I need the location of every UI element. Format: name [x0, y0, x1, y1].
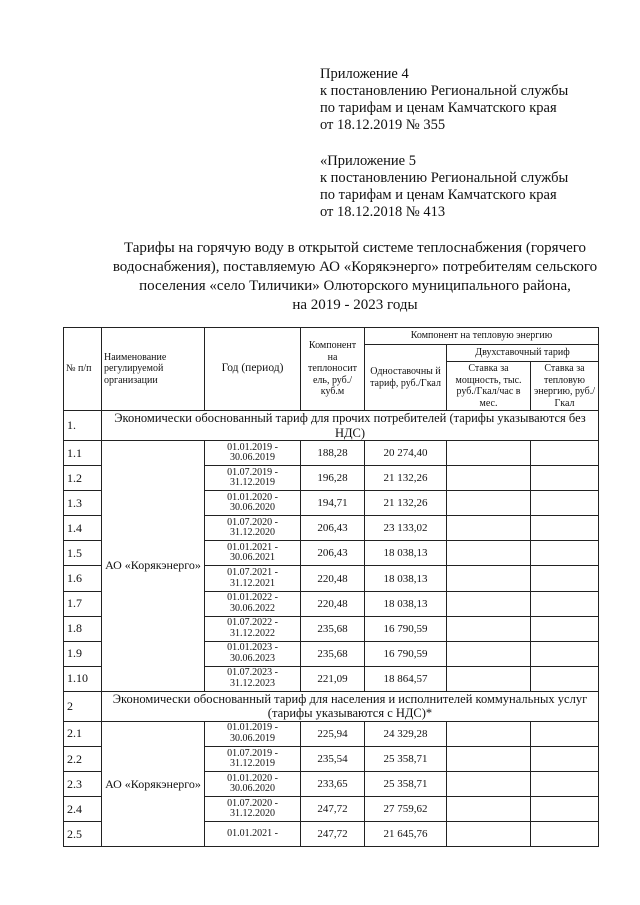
- header-single: Одноставочны й тариф, руб./Гкал: [365, 345, 447, 411]
- single-rate-tariff: 21 645,76: [365, 822, 447, 847]
- period-end: 30.06.2020: [230, 502, 275, 514]
- period-start: 01.07.2023 -: [227, 667, 278, 679]
- row-num: 2.3: [64, 772, 102, 797]
- period-cell: [205, 641, 301, 666]
- period-start: 01.01.2019 -: [227, 722, 278, 734]
- period-start: 01.01.2021 -: [227, 541, 278, 553]
- row-num: 1.3: [64, 491, 102, 516]
- period-cell: [205, 491, 301, 516]
- energy-rate: [531, 641, 599, 666]
- title-line: на 2019 - 2023 годы: [292, 297, 418, 313]
- period-cell: [205, 541, 301, 566]
- row-num: 1.9: [64, 641, 102, 666]
- period-start: 01.07.2019 -: [227, 747, 278, 759]
- period-end: 31.12.2021: [230, 577, 275, 589]
- period-end: 30.06.2022: [230, 602, 275, 614]
- single-rate-tariff: 16 790,59: [365, 616, 447, 641]
- appendix-5-line: «Приложение 5: [320, 153, 416, 169]
- period-cell: [205, 466, 301, 491]
- header-water: Компонент на теплоносит ель, руб./куб.м: [301, 328, 365, 411]
- row-num: 1.4: [64, 516, 102, 541]
- period-cell: [205, 516, 301, 541]
- appendix-4-line: по тарифам и ценам Камчатского края: [320, 100, 557, 116]
- header-row: [64, 328, 599, 345]
- water-component: 247,72: [301, 822, 365, 847]
- water-component: 233,65: [301, 772, 365, 797]
- water-component: 206,43: [301, 541, 365, 566]
- period-cell: [205, 721, 301, 746]
- single-rate-tariff: 18 038,13: [365, 566, 447, 591]
- single-rate-tariff: 24 329,28: [365, 721, 447, 746]
- appendix-5-block: [320, 153, 568, 221]
- period-start: 01.01.2020 -: [227, 491, 278, 503]
- period-cell: [205, 441, 301, 466]
- section-num: 1.: [64, 411, 102, 441]
- row-num: 1.7: [64, 591, 102, 616]
- period-start: 01.07.2022 -: [227, 617, 278, 629]
- water-component: 235,54: [301, 747, 365, 772]
- period-end: 31.12.2020: [230, 808, 275, 820]
- single-rate-tariff: 18 864,57: [365, 666, 447, 691]
- appendix-4-block: [320, 66, 568, 134]
- row-num: 1.6: [64, 566, 102, 591]
- energy-rate: [531, 721, 599, 746]
- period-end: 31.12.2022: [230, 627, 275, 639]
- period-start: 01.01.2022 -: [227, 592, 278, 604]
- water-component: 196,28: [301, 466, 365, 491]
- header-double: Двухставочный тариф: [447, 345, 599, 362]
- period-end: 30.06.2019: [230, 452, 275, 464]
- appendix-4-line: к постановлению Региональной службы: [320, 83, 569, 99]
- section-title: Экономически обоснованный тариф для прочих потребителей (тарифы указываются без НДС): [102, 411, 599, 441]
- period-cell: [205, 822, 301, 847]
- appendix-4-line: Приложение 4: [320, 66, 409, 82]
- table-row: [64, 721, 599, 746]
- water-component: 206,43: [301, 516, 365, 541]
- single-rate-tariff: 20 274,40: [365, 441, 447, 466]
- capacity-rate: [447, 591, 531, 616]
- tariff-table: [63, 327, 599, 847]
- energy-rate: [531, 772, 599, 797]
- period-end: 30.06.2021: [230, 552, 275, 564]
- capacity-rate: [447, 566, 531, 591]
- water-component: 235,68: [301, 641, 365, 666]
- capacity-rate: [447, 797, 531, 822]
- period-end: 31.12.2019: [230, 758, 275, 770]
- energy-rate: [531, 541, 599, 566]
- single-rate-tariff: 16 790,59: [365, 641, 447, 666]
- row-num: 2.1: [64, 721, 102, 746]
- water-component: 188,28: [301, 441, 365, 466]
- energy-rate: [531, 747, 599, 772]
- period-start: 01.07.2021 -: [227, 567, 278, 579]
- single-rate-tariff: 25 358,71: [365, 747, 447, 772]
- energy-rate: [531, 797, 599, 822]
- title-line: поселения «село Тиличики» Олюторского муниципального района,: [139, 278, 571, 294]
- period-end: 31.12.2023: [230, 677, 275, 689]
- water-component: 194,71: [301, 491, 365, 516]
- period-start: 01.01.2023 -: [227, 642, 278, 654]
- capacity-rate: [447, 721, 531, 746]
- capacity-rate: [447, 666, 531, 691]
- single-rate-tariff: 27 759,62: [365, 797, 447, 822]
- row-num: 2.2: [64, 747, 102, 772]
- period-start: 01.07.2020 -: [227, 797, 278, 809]
- period-cell: [205, 616, 301, 641]
- single-rate-tariff: 18 038,13: [365, 541, 447, 566]
- energy-rate: [531, 822, 599, 847]
- appendix-4-line: от 18.12.2019 № 355: [320, 117, 446, 133]
- row-num: 2.4: [64, 797, 102, 822]
- header-energy: Компонент на тепловую энергию: [365, 328, 599, 345]
- water-component: 220,48: [301, 591, 365, 616]
- document-title: [70, 239, 640, 315]
- water-component: 235,68: [301, 616, 365, 641]
- capacity-rate: [447, 466, 531, 491]
- capacity-rate: [447, 822, 531, 847]
- capacity-rate: [447, 772, 531, 797]
- appendix-5-line: к постановлению Региональной службы: [320, 170, 569, 186]
- single-rate-tariff: 25 358,71: [365, 772, 447, 797]
- section-1-rows: [64, 441, 599, 692]
- section-num: 2: [64, 691, 102, 721]
- period-start: 01.07.2020 -: [227, 516, 278, 528]
- row-num: 1.5: [64, 541, 102, 566]
- energy-rate: [531, 516, 599, 541]
- section-row: [64, 691, 599, 721]
- energy-rate: [531, 616, 599, 641]
- capacity-rate: [447, 541, 531, 566]
- table-row: [64, 441, 599, 466]
- water-component: 220,48: [301, 566, 365, 591]
- row-num: 1.8: [64, 616, 102, 641]
- period-end: 31.12.2020: [230, 527, 275, 539]
- section-2-rows: [64, 721, 599, 846]
- single-rate-tariff: 18 038,13: [365, 591, 447, 616]
- row-num: 1.10: [64, 666, 102, 691]
- period-cell: [205, 566, 301, 591]
- energy-rate: [531, 666, 599, 691]
- water-component: 221,09: [301, 666, 365, 691]
- section-title: Экономически обоснованный тариф для населения и исполнителей коммунальных услуг (тарифы указываются с НДС)*: [102, 691, 599, 721]
- single-rate-tariff: 21 132,26: [365, 491, 447, 516]
- capacity-rate: [447, 747, 531, 772]
- energy-rate: [531, 441, 599, 466]
- capacity-rate: [447, 641, 531, 666]
- water-component: 247,72: [301, 797, 365, 822]
- org-name: АО «Корякэнерго»: [102, 441, 205, 692]
- period-cell: [205, 666, 301, 691]
- period-cell: [205, 797, 301, 822]
- period-end: 30.06.2020: [230, 783, 275, 795]
- period-end: 31.12.2019: [230, 477, 275, 489]
- row-num: 1.1: [64, 441, 102, 466]
- period-start: 01.01.2020 -: [227, 772, 278, 784]
- title-line: водоснабжения), поставляемую АО «Корякэнерго» потребителям сельского: [112, 259, 598, 275]
- row-num: 2.5: [64, 822, 102, 847]
- header-energy-rate: Ставка за тепловую энергию, руб./Гкал: [531, 362, 599, 411]
- energy-rate: [531, 491, 599, 516]
- capacity-rate: [447, 516, 531, 541]
- appendix-5-line: от 18.12.2018 № 413: [320, 204, 446, 220]
- header-capacity: Ставка за мощность, тыс. руб./Гкал/час в мес.: [447, 362, 531, 411]
- header-org: Наименование регулируемой организации: [102, 328, 205, 411]
- period-start: 01.01.2021 -: [227, 828, 278, 840]
- energy-rate: [531, 591, 599, 616]
- period-cell: [205, 772, 301, 797]
- appendix-5-line: по тарифам и ценам Камчатского края: [320, 187, 557, 203]
- capacity-rate: [447, 441, 531, 466]
- energy-rate: [531, 466, 599, 491]
- period-cell: [205, 591, 301, 616]
- single-rate-tariff: 23 133,02: [365, 516, 447, 541]
- title-line: Тарифы на горячую воду в открытой системе теплоснабжения (горячего: [123, 240, 587, 256]
- row-num: 1.2: [64, 466, 102, 491]
- water-component: 225,94: [301, 721, 365, 746]
- period-end: 30.06.2019: [230, 732, 275, 744]
- capacity-rate: [447, 491, 531, 516]
- header-period: Год (период): [205, 328, 301, 411]
- period-start: 01.07.2019 -: [227, 466, 278, 478]
- period-cell: [205, 747, 301, 772]
- energy-rate: [531, 566, 599, 591]
- section-row: [64, 411, 599, 441]
- header-num: № п/п: [64, 328, 102, 411]
- period-start: 01.01.2019 -: [227, 441, 278, 453]
- period-end: 30.06.2023: [230, 652, 275, 664]
- single-rate-tariff: 21 132,26: [365, 466, 447, 491]
- org-name: АО «Корякэнерго»: [102, 721, 205, 846]
- capacity-rate: [447, 616, 531, 641]
